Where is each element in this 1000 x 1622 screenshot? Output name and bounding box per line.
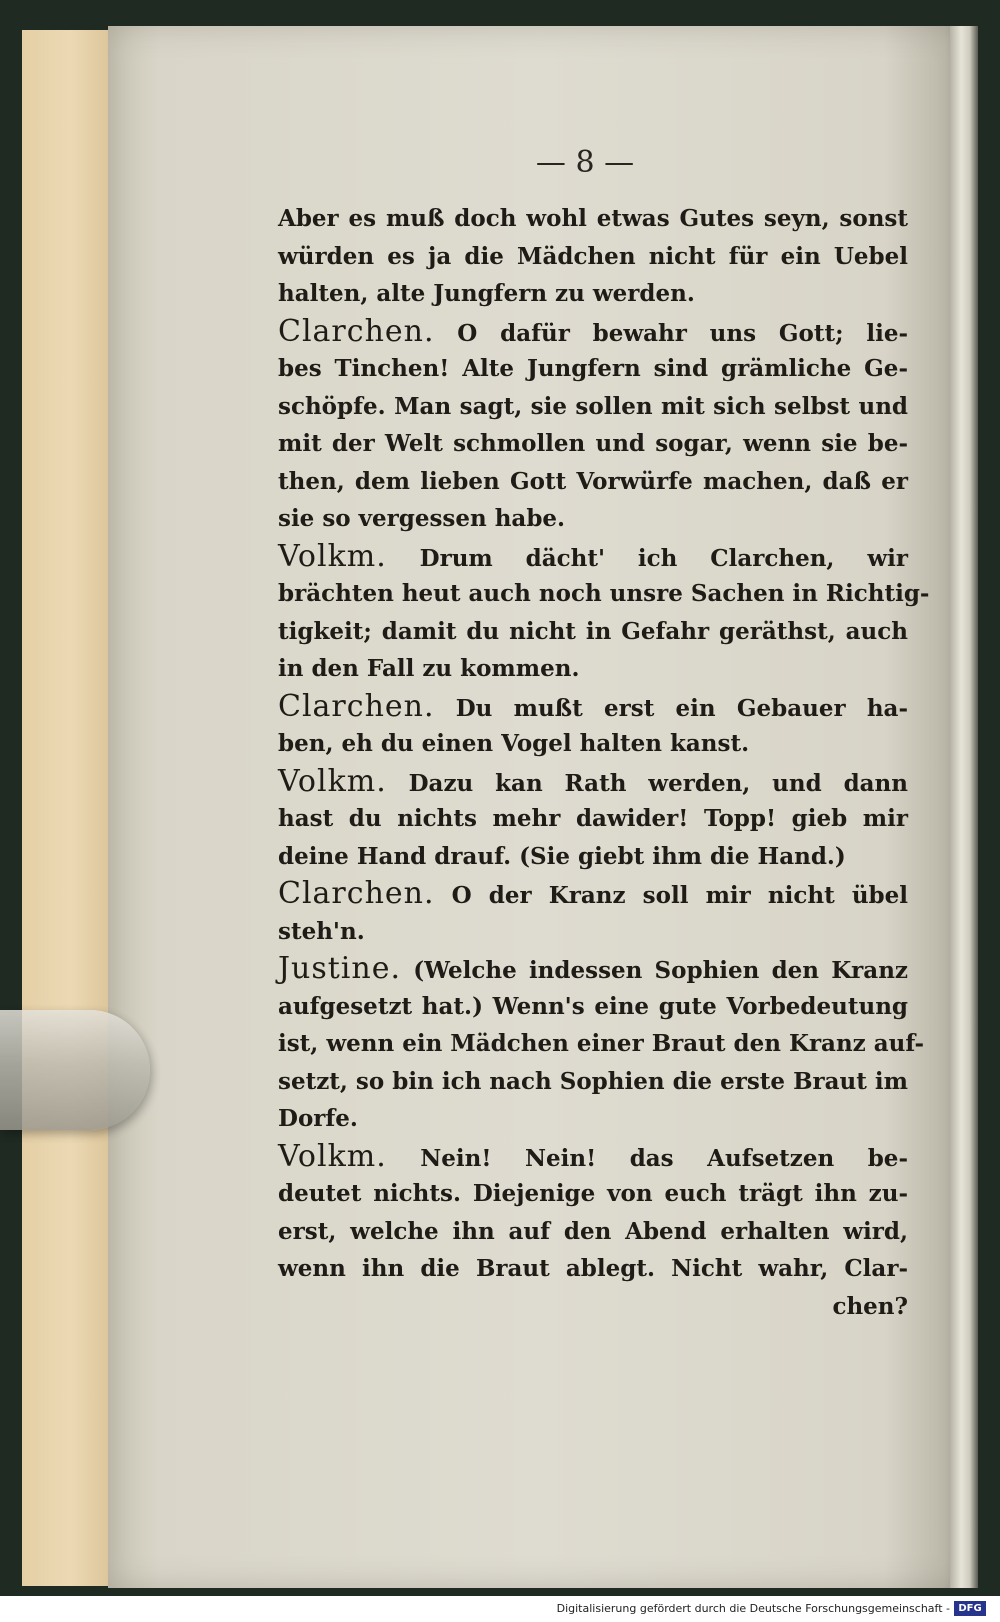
speaker-name: Volkm. (278, 538, 387, 574)
page-edge (950, 26, 978, 1588)
text-line (278, 1025, 924, 1063)
text-line (278, 875, 908, 913)
text-line (278, 950, 908, 988)
text-line (278, 500, 908, 538)
text-line (278, 313, 908, 351)
speaker-name: Volkm. (278, 1138, 387, 1174)
funding-credit: Digitalisierung gefördert durch die Deutsche Forschungsgemeinschaft - (556, 1602, 950, 1615)
text-line (278, 1100, 908, 1138)
line-text: setzt, so bin ich nach Sophien die erste Braut im (278, 1067, 908, 1095)
speaker-name: Clarchen. (278, 876, 435, 911)
line-text: Dazu kan Rath werden, und dann (386, 769, 908, 797)
line-text: deutet nichts. Diejenige von euch trägt ihn zu- (278, 1180, 908, 1207)
text-line (278, 725, 908, 763)
text-line (278, 463, 908, 501)
text-line (278, 988, 908, 1026)
text-line (278, 913, 908, 951)
text-line (278, 1288, 908, 1326)
line-text: O der Kranz soll mir nicht übel (434, 882, 908, 909)
text-line (278, 1138, 908, 1176)
text-line (278, 613, 908, 651)
line-text: tigkeit; damit du nicht in Gefahr geräthst, auch (278, 617, 908, 645)
text-line (278, 238, 908, 276)
text-line (278, 1250, 908, 1288)
dfg-logo: DFG (954, 1601, 986, 1616)
line-text: erst, welche ihn auf den Abend erhalten wird, (278, 1217, 908, 1245)
line-text: Du mußt erst ein Gebauer ha- (434, 694, 908, 722)
line-text: aufgesetzt hat.) Wenn's eine gute Vorbedeutung (278, 992, 908, 1020)
text-line (278, 763, 908, 801)
line-text: deine Hand drauf. (Sie giebt ihm die Hand.) (278, 842, 846, 870)
text-line (278, 538, 908, 576)
line-text: halten, alte Jungfern zu werden. (278, 280, 695, 307)
line-text: ben, eh du einen Vogel halten kanst. (278, 730, 750, 757)
text-line (278, 1063, 908, 1101)
line-text: chen? (832, 1292, 908, 1320)
speaker-name: Justine. (278, 951, 402, 986)
footer-bar (0, 1598, 1000, 1622)
line-text: hast du nichts mehr dawider! Topp! gieb mir (278, 805, 908, 832)
line-text: Nein! Nein! das Aufsetzen be- (386, 1144, 908, 1172)
line-text: Drum dächt' ich Clarchen, wir (386, 544, 908, 572)
text-line (278, 838, 908, 876)
text-line (278, 350, 908, 388)
line-text: in den Fall zu kommen. (278, 655, 580, 682)
line-text: (Welche indessen Sophien den Kranz (401, 957, 908, 984)
text-line (278, 650, 908, 688)
text-line (278, 425, 908, 463)
text-line (278, 1213, 908, 1251)
text-line (278, 1175, 908, 1213)
line-text: würden es ja die Mädchen nicht für ein Uebel (278, 242, 908, 270)
line-text: then, dem lieben Gott Vorwürfe machen, daß er (278, 467, 908, 495)
line-text: O dafür bewahr uns Gott; lie- (434, 319, 908, 347)
text-line (278, 575, 930, 613)
line-text: brächten heut auch noch unsre Sachen in Richtig- (278, 580, 930, 607)
speaker-name: Clarchen. (278, 313, 435, 349)
line-text: mit der Welt schmollen und sogar, wenn sie be- (278, 430, 908, 457)
text-line (278, 200, 908, 238)
speaker-name: Clarchen. (278, 688, 435, 724)
line-text: sie so vergessen habe. (278, 505, 566, 532)
page-number: — 8 — (535, 145, 635, 180)
text-line (278, 800, 908, 838)
line-text: ist, wenn ein Mädchen einer Braut den Kranz auf- (278, 1030, 924, 1057)
body-text (278, 200, 930, 1325)
line-text: steh'n. (278, 917, 365, 945)
line-text: Aber es muß doch wohl etwas Gutes seyn, sonst (278, 205, 908, 232)
line-text: Dorfe. (278, 1105, 358, 1132)
speaker-name: Volkm. (278, 763, 387, 799)
line-text: wenn ihn die Braut ablegt. Nicht wahr, Clar- (278, 1255, 908, 1282)
page-clip (0, 1010, 150, 1130)
binding-margin (22, 30, 110, 1586)
text-line (278, 275, 908, 313)
text-line (278, 388, 908, 426)
line-text: schöpfe. Man sagt, sie sollen mit sich selbst und (278, 392, 908, 420)
text-line (278, 688, 908, 726)
line-text: bes Tinchen! Alte Jungfern sind grämliche Ge- (278, 355, 908, 382)
